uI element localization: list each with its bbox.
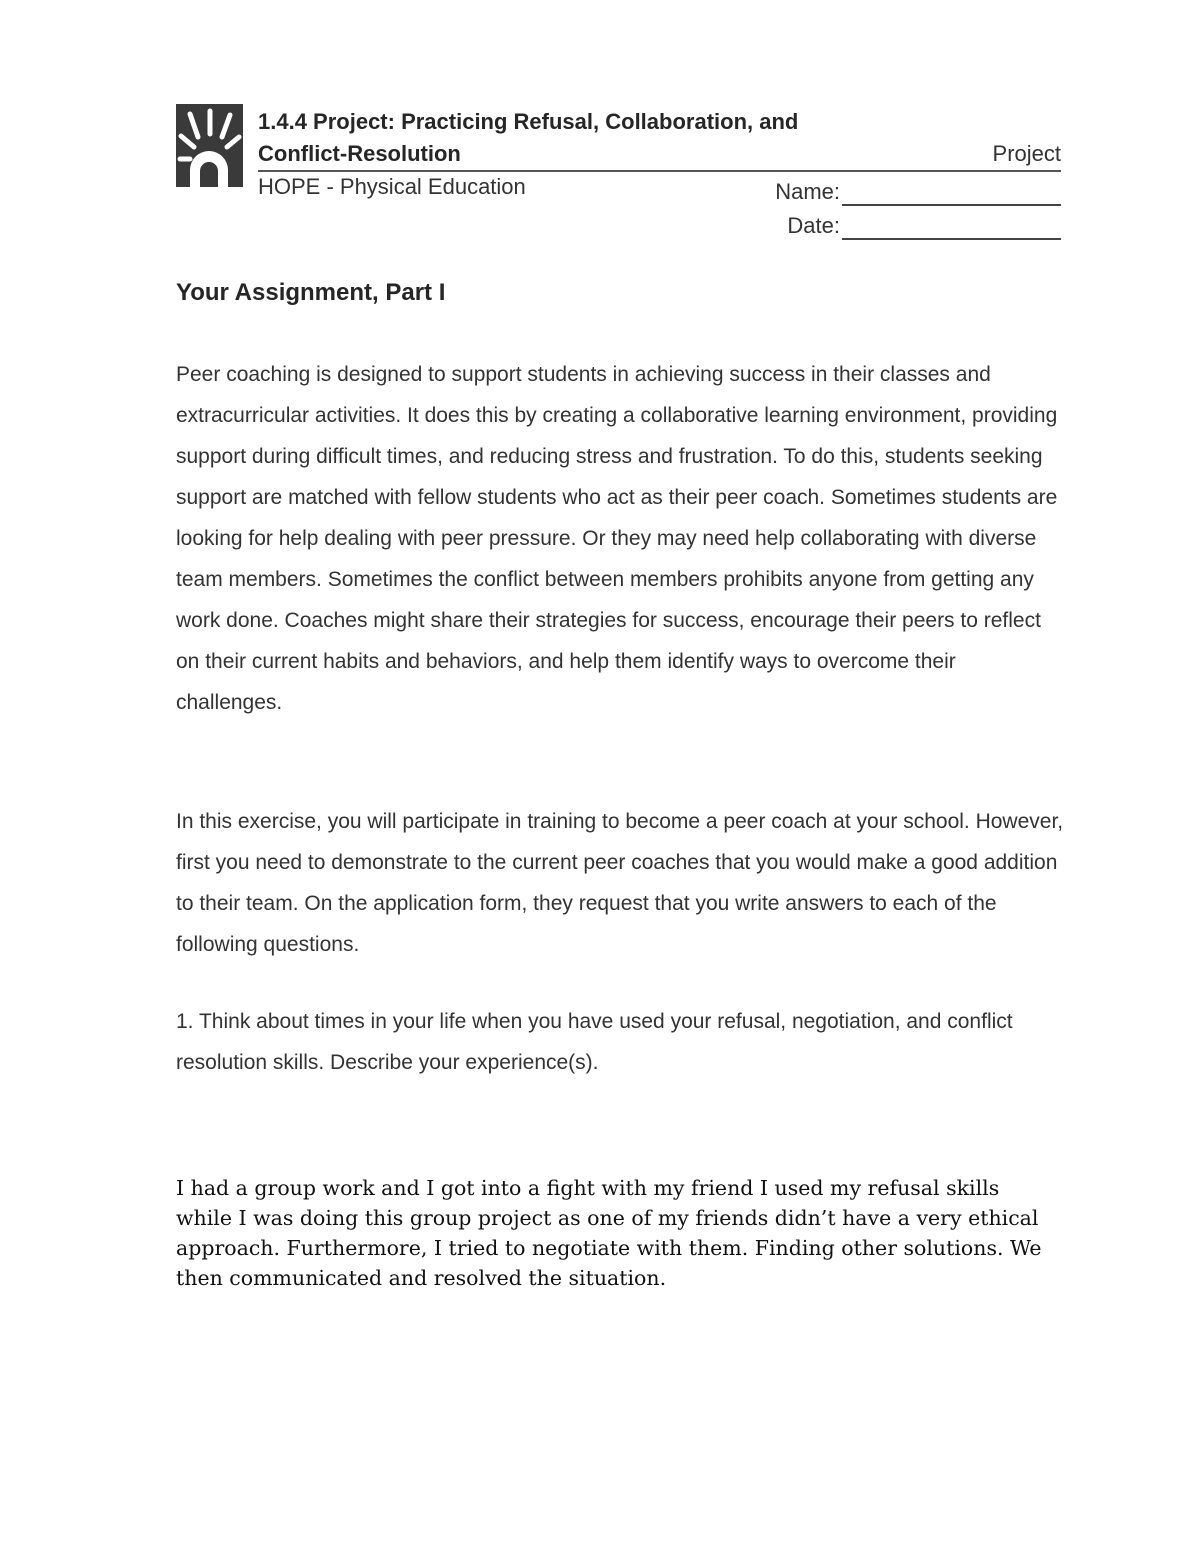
exercise-paragraph: In this exercise, you will participate in training to become a peer coach at your school. However, first you need to demonstrate to the current peer coaches that you would make a good addition to their team. On the application form, they request that you write answers to each of the following questions. bbox=[176, 810, 1064, 956]
section-heading: Your Assignment, Part I bbox=[176, 279, 446, 306]
name-input-line[interactable] bbox=[842, 180, 1061, 206]
intro-paragraph: Peer coaching is designed to support students in achieving success in their classes and extracurricular activities. It does this by creating a collaborative learning environment, providing support during difficult times, and reducing stress and frustration. To do this, students seeking support are matched with fellow students who act as their peer coach. Sometimes students are looking for help dealing with peer pressure. Or they may need help collaborating with diverse team members. Sometimes the conflict between members prohibits anyone from getting any work done. Coaches might share their strategies for success, encourage their peers to reflect on their current habits and behaviors, and help them identify ways to overcome their challenges. bbox=[176, 363, 1058, 714]
title-line-2: Conflict-Resolution bbox=[258, 141, 461, 166]
title-line-1: 1.4.4 Project: Practicing Refusal, Collaboration, and bbox=[258, 109, 799, 134]
date-field bbox=[787, 210, 1061, 240]
date-label: Date: bbox=[787, 213, 840, 238]
course-name: HOPE - Physical Education bbox=[258, 174, 526, 199]
name-label: Name: bbox=[775, 179, 840, 204]
date-input-line[interactable] bbox=[842, 214, 1061, 240]
question-1: 1. Think about times in your life when you have used your refusal, negotiation, and conflict resolution skills. Describe your experience(s). bbox=[176, 1010, 1013, 1074]
title-row-2 bbox=[258, 138, 1061, 172]
name-field bbox=[775, 176, 1061, 206]
document-header bbox=[258, 106, 1061, 172]
sunburst-logo-icon bbox=[176, 104, 243, 187]
document-type-label: Project bbox=[992, 141, 1061, 166]
answer-1: I had a group work and I got into a fight with my friend I used my refusal skills while I was doing this group project as one of my friends didn’t have a very ethical approach. Furthermore, I tried to negotiate with them. Finding other solutions. We then communicated and resolved the situation. bbox=[176, 1176, 1042, 1290]
